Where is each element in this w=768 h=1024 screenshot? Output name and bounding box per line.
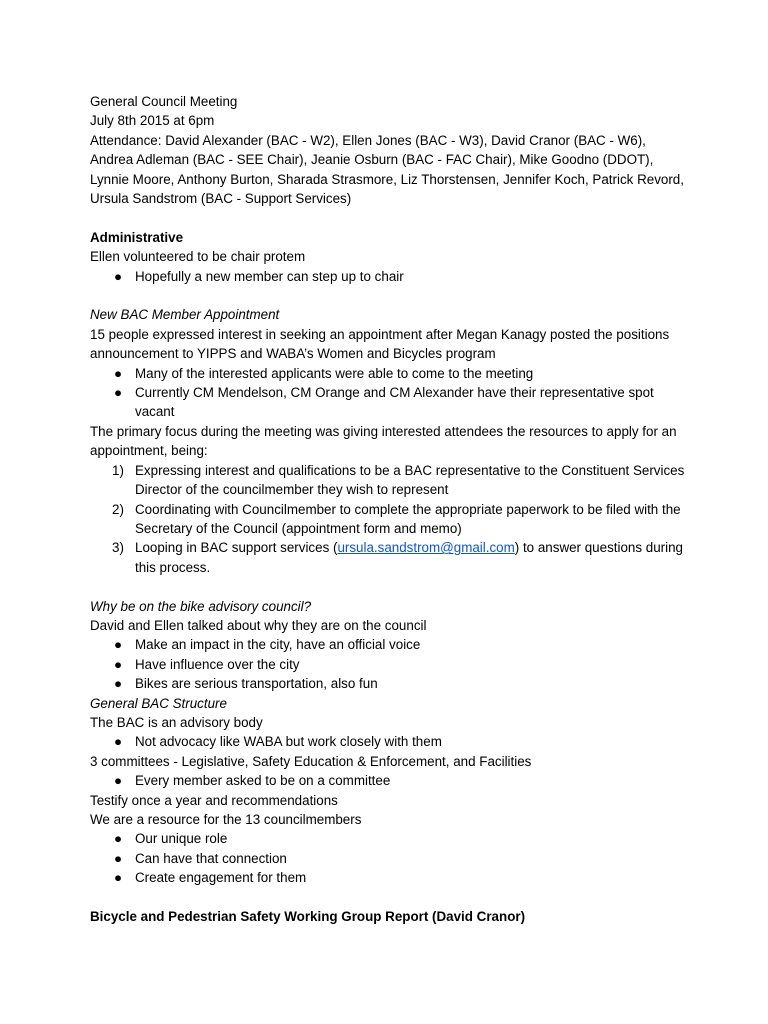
paragraph: Testify once a year and recommendations (90, 792, 338, 808)
bullet-icon: ● (114, 385, 123, 401)
list-item: ● Our unique role (90, 829, 690, 848)
bullet-icon: ● (114, 656, 123, 672)
email-link[interactable]: ursula.sandstrom@gmail.com (337, 540, 515, 556)
bullet-icon: ● (114, 870, 123, 886)
list-item: ● Have influence over the city (90, 655, 690, 674)
list-item: ● Make an impact in the city, have an official voice (90, 635, 690, 654)
spacer (90, 208, 690, 227)
list-item: 3) Looping in BAC support services (ursula.sandstrom@gmail.com) to answer questions during this process. (112, 540, 684, 575)
list-item: ● Bikes are serious transportation, also fun (90, 674, 690, 693)
bullet-icon: ● (114, 365, 123, 381)
bullet-icon: ● (114, 676, 123, 692)
section-heading-appointment: New BAC Member Appointment (90, 307, 280, 323)
bullet-icon: ● (114, 734, 123, 750)
list-item: ● Not advocacy like WABA but work closely with them (90, 732, 690, 751)
bullet-icon: ● (114, 268, 123, 284)
bullet-icon: ● (114, 637, 123, 653)
bullet-list (90, 364, 690, 422)
bullet-list (90, 771, 690, 790)
bullet-list (90, 829, 690, 887)
section-heading-administrative: Administrative (90, 229, 184, 245)
list-item: ● Can have that connection (90, 849, 690, 868)
meeting-title: General Council Meeting (90, 94, 238, 109)
list-number: 2) (112, 501, 124, 517)
section-heading-report: Bicycle and Pedestrian Safety Working Group Report (David Cranor) (90, 909, 526, 924)
attendance-list: Attendance: David Alexander (BAC - W2), Ellen Jones (BAC - W3), David Cranor (BAC - W6), Andrea Adleman (BAC - SEE Chair), Jeanie Osburn (BAC - FAC Chair), Mike Goodno (DDOT), Lynnie Moore, Anthony Burton, Sharada Strasmore, Liz Thorstensen, Jennifer Koch, Patrick Revord, Ursula Sandstrom (BAC - Support Services) (90, 132, 684, 207)
list-number: 1) (112, 462, 124, 478)
list-item: ● Many of the interested applicants were able to come to the meeting (90, 364, 690, 383)
bullet-icon: ● (114, 773, 123, 789)
paragraph: 15 people expressed interest in seeking an appointment after Megan Kanagy posted the positions announcement to YIPPS and WABA’s Women and Bicycles program (90, 326, 670, 362)
section-heading-why: Why be on the bike advisory council? (90, 598, 312, 614)
list-item: ● Currently CM Mendelson, CM Orange and CM Alexander have their representative spot vacant (114, 385, 654, 420)
list-item: 2) Coordinating with Councilmember to complete the appropriate paperwork to be filed with the Secretary of the Council (appointment form and memo) (112, 501, 681, 536)
document-content (90, 92, 690, 926)
meeting-date: July 8th 2015 at 6pm (90, 113, 215, 129)
paragraph: 3 committees - Legislative, Safety Education & Enforcement, and Facilities (90, 753, 532, 769)
list-item: ● Create engagement for them (90, 868, 690, 887)
list-item: ● Hopefully a new member can step up to chair (90, 267, 690, 286)
bullet-list (90, 635, 690, 693)
spacer (90, 888, 690, 907)
numbered-list (90, 461, 690, 577)
paragraph: David and Ellen talked about why they are on the council (90, 617, 427, 633)
spacer (90, 286, 690, 305)
paragraph: Ellen volunteered to be chair protem (90, 249, 306, 265)
paragraph: We are a resource for the 13 councilmembers (90, 811, 362, 827)
bullet-icon: ● (114, 831, 123, 847)
list-item: ● Every member asked to be on a committee (90, 771, 690, 790)
bullet-list (90, 732, 690, 751)
section-heading-structure: General BAC Structure (90, 695, 227, 711)
paragraph: The BAC is an advisory body (90, 714, 263, 730)
bullet-icon: ● (114, 850, 123, 866)
paragraph: The primary focus during the meeting was giving interested attendees the resources to apply for an appointment, being: (90, 423, 677, 459)
bullet-list (90, 267, 690, 286)
spacer (90, 577, 690, 596)
list-item: 1) Expressing interest and qualifications to be a BAC representative to the Constituent Services Director of the councilmember they wish to represent (112, 462, 685, 498)
list-number: 3) (112, 540, 124, 556)
